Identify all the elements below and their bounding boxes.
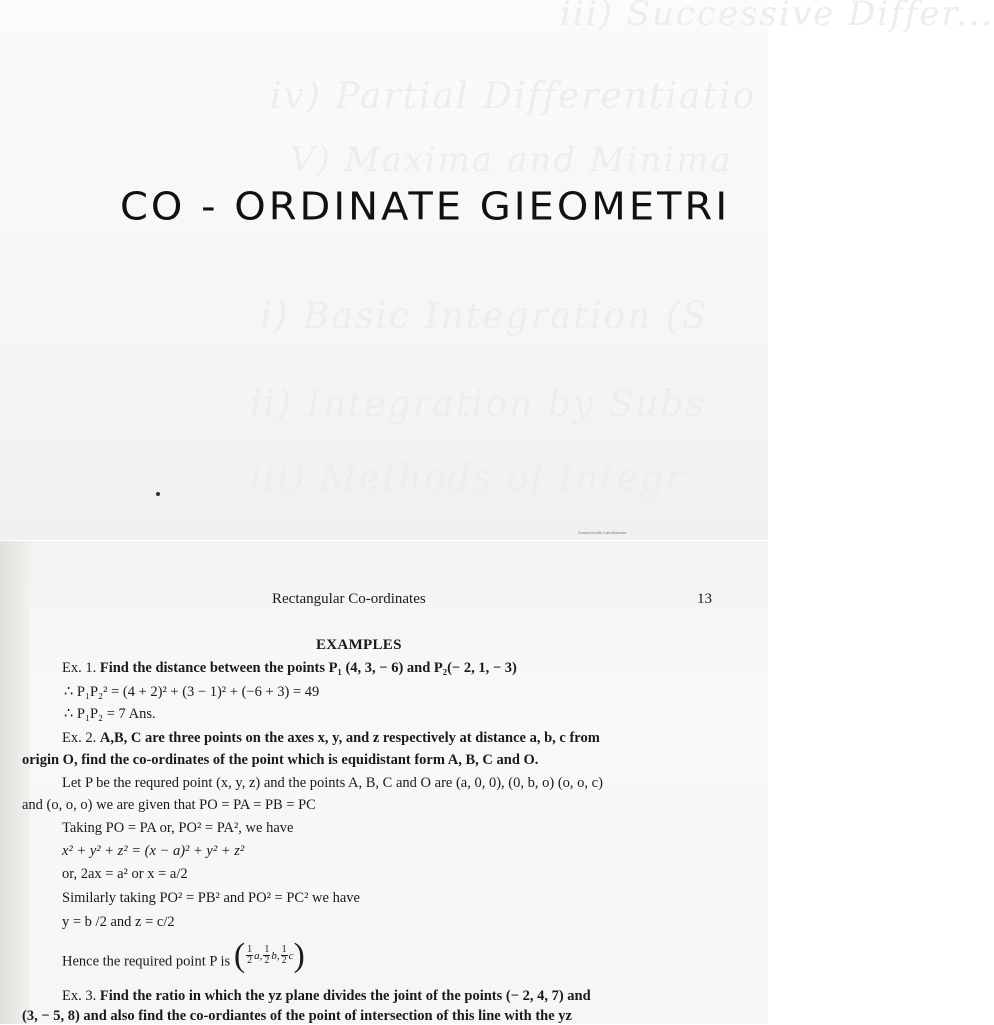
ghost-line-5: ii) Integration by Subs [250,384,706,425]
ex2-question [62,729,600,747]
ex2-similarly: Similarly taking PO² = PB² and PO² = PC² we have [62,890,360,906]
coord-a: a, [254,949,263,962]
open-paren: ( [233,936,246,974]
ghost-line-2: iv) Partial Differentiatio [270,76,757,117]
ex3-question-cont: (3, − 5, 8) and also find the co-ordiantes of the point of intersection of this line with the yz [22,1008,572,1024]
ex2-eq3: y = b /2 and z = c/2 [62,914,175,930]
ex2-let: Let P be the requred point (x, y, z) and the points A, B, C and O are (a, 0, 0), (0, b, o) (o, o, c) [62,775,603,791]
ghost-line-6: iii) Methods of Integr [250,458,685,499]
fraction-c: $\frac{1}{2}$ [281,944,287,966]
ex2-eq2: or, 2ax = a² or x = a/2 [62,866,188,882]
examples-heading: EXAMPLES [316,637,402,653]
pen-dot [156,492,160,496]
fraction-a: $\frac{1}{2}$ [247,944,253,966]
handwritten-title: CO - ORDINATE GIEOMETRI [120,185,731,229]
coord-c: c [288,949,294,962]
ex3-label: Ex. 3. [62,988,97,1004]
required-point [233,936,305,974]
ex1-text: Find the distance between the points P₁ (4, 3, − 6) and P₂(− 2, 1, − 3) [99,660,517,676]
ex2-hence [62,936,305,974]
coord-b: b, [271,949,280,962]
ghost-line-1: iii) Successive Differ... [560,0,994,34]
ex2-hence-text: Hence the required point P is [62,953,231,970]
ex3-text: Find the ratio in which the yz plane divides the joint of the points (− 2, 4, 7) and [99,988,591,1004]
ex2-text: A,B, C are three points on the axes x, y, and z respectively at distance a, b, c from [99,730,600,746]
ex2-given: and (o, o, o) we are given that PO = PA = PB = PC [22,797,316,813]
ex2-eq1: x² + y² + z² = (x − a)² + y² + z² [62,843,245,859]
ghost-line-3: V) Maxima and Minima [290,140,733,180]
ex1-step1: ∴ P₁P₂² = (4 + 2)² + (3 − 1)² + (−6 + 3) = 49 [64,684,320,700]
ex2-taking: Taking PO = PA or, PO² = PA², we have [62,820,294,836]
ex3-question [62,987,591,1005]
ex1-label: Ex. 1. [62,660,97,676]
book-page [0,541,768,1024]
page-number: 13 [697,591,712,607]
ex1-question [62,659,517,677]
ex2-label: Ex. 2. [62,730,97,746]
page-binding-edge [0,541,30,1024]
scanner-stamp: Scanned with CamScanner [578,530,627,535]
ex2-question-cont: origin O, find the co-ordinates of the point which is equidistant form A, B, C and O. [22,752,539,768]
ex1-step2: ∴ P₁P₂ = 7 Ans. [64,706,156,722]
ghost-line-4: i) Basic Integration (S [260,296,709,337]
fraction-b: $\frac{1}{2}$ [264,944,270,966]
close-paren: ) [293,936,305,974]
running-head: Rectangular Co-ordinates [272,591,426,607]
